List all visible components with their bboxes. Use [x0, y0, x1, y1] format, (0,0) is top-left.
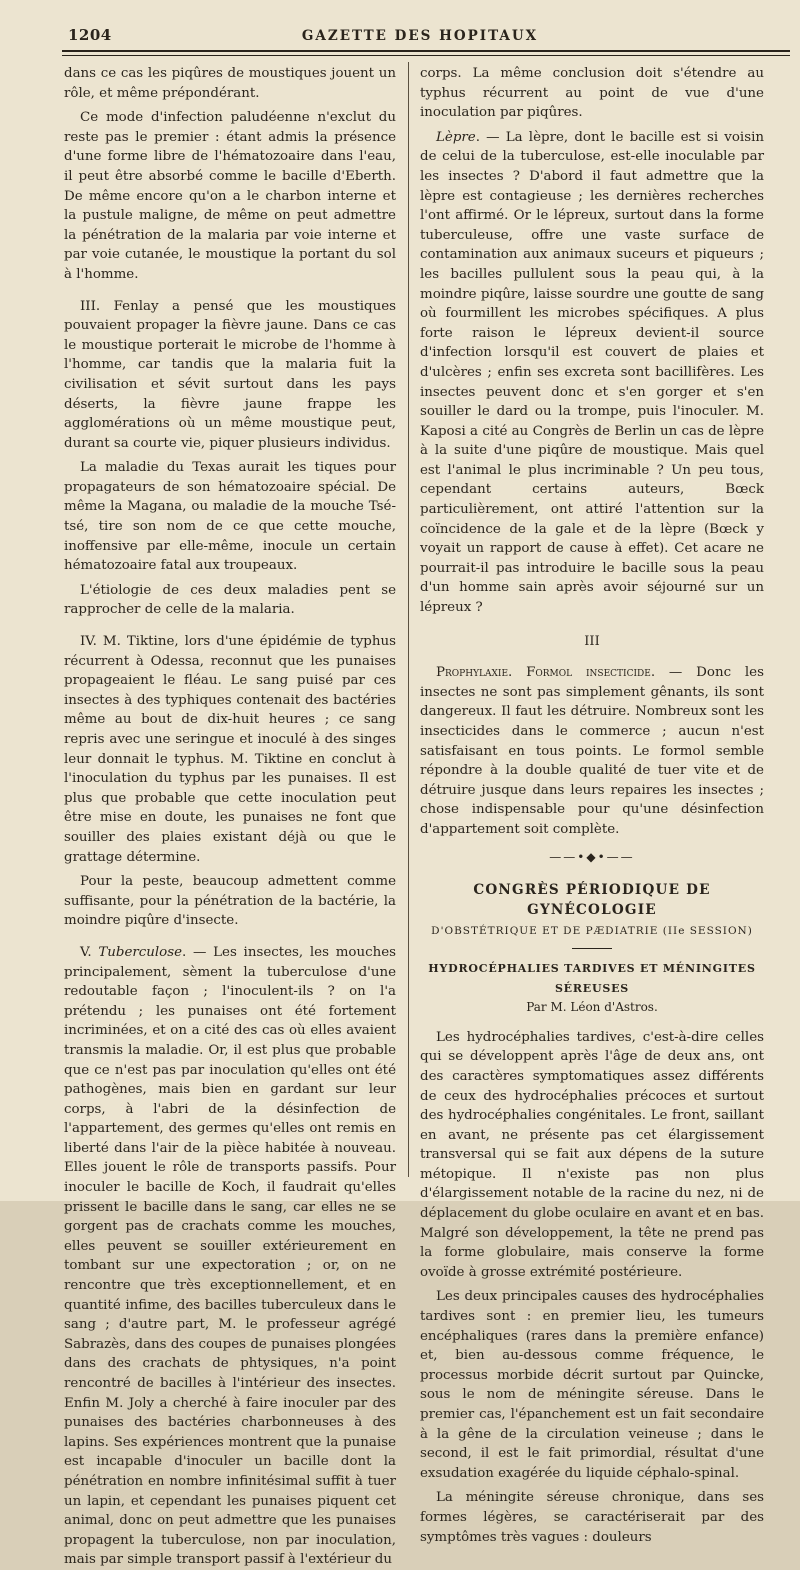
left-paragraph-5: L'étiologie de ces deux maladies pent se rapprocher de celle de la malaria.: [64, 582, 396, 618]
left-paragraph-4: La maladie du Texas aurait les tiques pour propagateurs de son hématozoaire spécial. De même la Magana, ou maladie de la mouche Tsé-tsé, tire son nom de ce que cette mouche, inoffensive par elle-même, inocule un certain hématozoaire fatal aux troupeaux.: [64, 460, 396, 574]
right-column: [420, 64, 764, 1545]
left-paragraph-1: dans ce cas les piqûres de moustiques jouent un rôle, et même prépondérant.: [64, 66, 396, 101]
left-paragraph-6: IV. M. Tiktine, lors d'une épidémie de typhus récurrent à Odessa, reconnut que les punaises propageaient le fléau. Le sang puisé par ces insectes à des typhiques contenait des bactéries même au bout de dix-huit heures ; ce sang repris avec une seringue et inoculé à des singes leur donnait le typhus. M. Tiktine en conclut à l'inoculation du typhus par les punaises. Il est plus que probable que cette inoculation peut être mise en doute, les punaises ne font que souiller des plaies existant déjà ou que le grattage détermine.: [64, 634, 396, 865]
left-paragraph-7: Pour la peste, beaucoup admettent comme suffisante, pour la pénétration de la bactérie, la moindre piqûre d'insecte.: [64, 874, 396, 929]
left-paragraph-8: [64, 943, 396, 1570]
ornament-divider: ——•◆•——: [549, 849, 635, 864]
tuberculose-label: Tuberculose: [98, 944, 183, 960]
right-paragraph-6: La méningite séreuse chronique, dans ses formes légères, se caractériserait par des symptômes très vagues : douleurs: [420, 1490, 764, 1545]
congress-subtitle: D'OBSTÉTRIQUE ET DE PÆDIATRIE (IIe SESSION): [431, 925, 753, 938]
journal-title: GAZETTE DES HOPITAUX: [301, 28, 539, 44]
lepre-label: Lèpre: [436, 129, 476, 145]
tuberculose-text: . — Les insectes, les mouches principalement, sèment la tuberculose d'une redoutable façon ; l'inoculent-ils ? on l'a prétendu ; les punaises ont été fortement incriminées, et on a cité des cas où elles avaient transmis la maladie. Or, il est plus que probable que ce n'est pas par inoculation qu'elles ont été pathogènes, mais bien en gardant sur leur corps, à l'abri de la désinfection de l'appartement, des germes qu'elles ont remis en liberté dans l'air de la pièce habitée à nouveau. Elles jouent le rôle de transports passifs. Pour inoculer le bacille de Koch, il faudrait qu'elles prissent le bacille dans le sang, car elles ne se gorgent pas de crachats comme les mouches, elles peuvent se souiller extérieurement en tombant sur une expectoration ; or, on ne rencontre que très exceptionnellement, et en quantité infime, des bacilles tuberculeux dans le sang ; d'autre part, M. le professeur agrégé Sabrazès, dans des coupes de punaises plongées dans des crachats de phtysiques, n'a point rencontré de bacilles à l'intérieur des insectes. Enfin M. Joly a cherché à faire inoculer par des punaises des bactéries charbonneuses à des lapins. Ses expériences montrent que la punaise est incapable d'inoculer un bacille dont la pénétration en nombre infinitésimal suffit à tuer un lapin, et cependant les punaises piquent cet animal, donc on peut admettre que les punaises propagent la tuberculose, non par inoculation, mais par simple transport passif à l'extérieur du: [64, 944, 396, 1568]
header-rule-thin: [62, 55, 790, 56]
article-author: Par M. Léon d'Astros.: [526, 1000, 658, 1015]
section-lead: V.: [80, 944, 99, 960]
prophylaxie-label: Prophylaxie. Formol insecticide: [436, 665, 651, 681]
right-paragraph-2: [420, 128, 764, 618]
right-paragraph-3: [420, 663, 764, 839]
article-title: HYDROCÉPHALIES TARDIVES ET MÉNINGITES SÉREUSES: [428, 961, 756, 995]
left-paragraph-3: III. Fenlay a pensé que les moustiques pouvaient propager la fièvre jaune. Dans ce cas le moustique porterait le microbe de l'homme à l'homme, car tandis que la malaria fuit la civilisation et sévit surtout dans les pays déserts, la fièvre jaune frappe les agglomérations où un même moustique peut, durant sa courte vie, piquer plusieurs individus.: [64, 298, 396, 451]
congress-title: CONGRÈS PÉRIODIQUE DE GYNÉCOLOGIE: [473, 882, 711, 918]
left-column: [64, 64, 396, 1568]
lepre-text: . — La lèpre, dont le bacille est si voisin de celui de la tuberculose, est-elle inoculable par les insectes ? D'abord il faut admettre que la lèpre est contagieuse ; les dernières recherches l'ont affirmé. Or le lépreux, surtout dans la forme tuberculeuse, offre une vaste surface de contamination aux animaux suceurs et piqueurs ; les bacilles pullulent sous la peau qui, à la moindre piqûre, laisse sourdre une goutte de sang où fourmillent les microbes spécifiques. A plus forte raison le lépreux devient-il source d'infection lorsqu'il est couvert de plaies et d'ulcères ; enfin ses excreta sont bacillifères. Les insectes peuvent donc et s'en gorger et s'en souiller le dard ou la trompe, puis l'inoculer. M. Kaposi a cité au Congrès de Berlin un cas de lèpre à la suite d'une piqûre de moustique. Mais quel est l'animal le plus incriminable ? Un peu tous, cependant certains auteurs, Bœck particulièrement, ont attiré l'attention sur la coïncidence de la gale et de la lèpre (Bœck y voyait un rapport de cause à effet). Cet acare ne pourrait-il pas introduire le bacille sous la peau d'un homme sain après avoir séjourné sur un lépreux ?: [420, 129, 764, 616]
section-number-iii: III: [584, 633, 600, 649]
page-number: 1204: [68, 26, 112, 44]
right-paragraph-5: Les deux principales causes des hydrocéphalies tardives sont : en premier lieu, les tumeurs encéphaliques (rares dans la première enfance) et, bien au-dessous comme fréquence, le processus morbide décrit surtout par Quincke, sous le nom de méningite séreuse. Dans le premier cas, l'épanchement est un fait secondaire à la gêne de la circulation veineuse ; dans le second, il est le fait primordial, résultat d'une exsudation exagérée du liquide céphalo-spinal.: [420, 1289, 764, 1481]
left-paragraph-2: Ce mode d'infection paludéenne n'exclut du reste pas le premier : étant admis la présence d'une forme libre de l'hématozoaire dans l'eau, il peut être absorbé comme le bacille d'Eberth. De même encore qu'on a le charbon interne et la pustule maligne, de même on peut admettre la pénétration de la malaria par voie interne et par voie cutanée, le moustique la portant du sol à l'homme.: [64, 110, 396, 282]
page-header: [60, 22, 780, 48]
right-paragraph-4: Les hydrocéphalies tardives, c'est-à-dire celles qui se développent après l'âge de deux ans, ont des caractères symptomatiques assez différents de ceux des hydrocéphalies précoces et surtout des hydrocéphalies congénitales. Le front, saillant en avant, ne présente pas cet élargissement transversal qui se fait aux dépens de la suture métopique. Il n'existe pas non plus d'élargissement notable de la racine du nez, ni de déplacement du globe oculaire en avant et en bas. Malgré son développement, la tête ne prend pas la forme globulaire, mais conserve la forme ovoïde à grosse extrémité postérieure.: [420, 1029, 764, 1280]
column-divider: [408, 62, 409, 1177]
right-paragraph-1: corps. La même conclusion doit s'étendre au typhus récurrent au point de vue d'une inoculation par piqûres.: [420, 66, 764, 121]
short-rule: [572, 948, 612, 949]
header-rule: [62, 50, 790, 52]
prophylaxie-text: . — Donc les insectes ne sont pas simplement gênants, ils sont dangereux. Il faut les détruire. Nombreux sont les insecticides dans le commerce ; aucun n'est satisfaisant en tous points. Le formol semble répondre à la double qualité de tuer vite et de détruire jusque dans leurs repaires les insectes ; chose indispensable pour qu'une désinfection d'appartement soit complète.: [420, 665, 764, 837]
